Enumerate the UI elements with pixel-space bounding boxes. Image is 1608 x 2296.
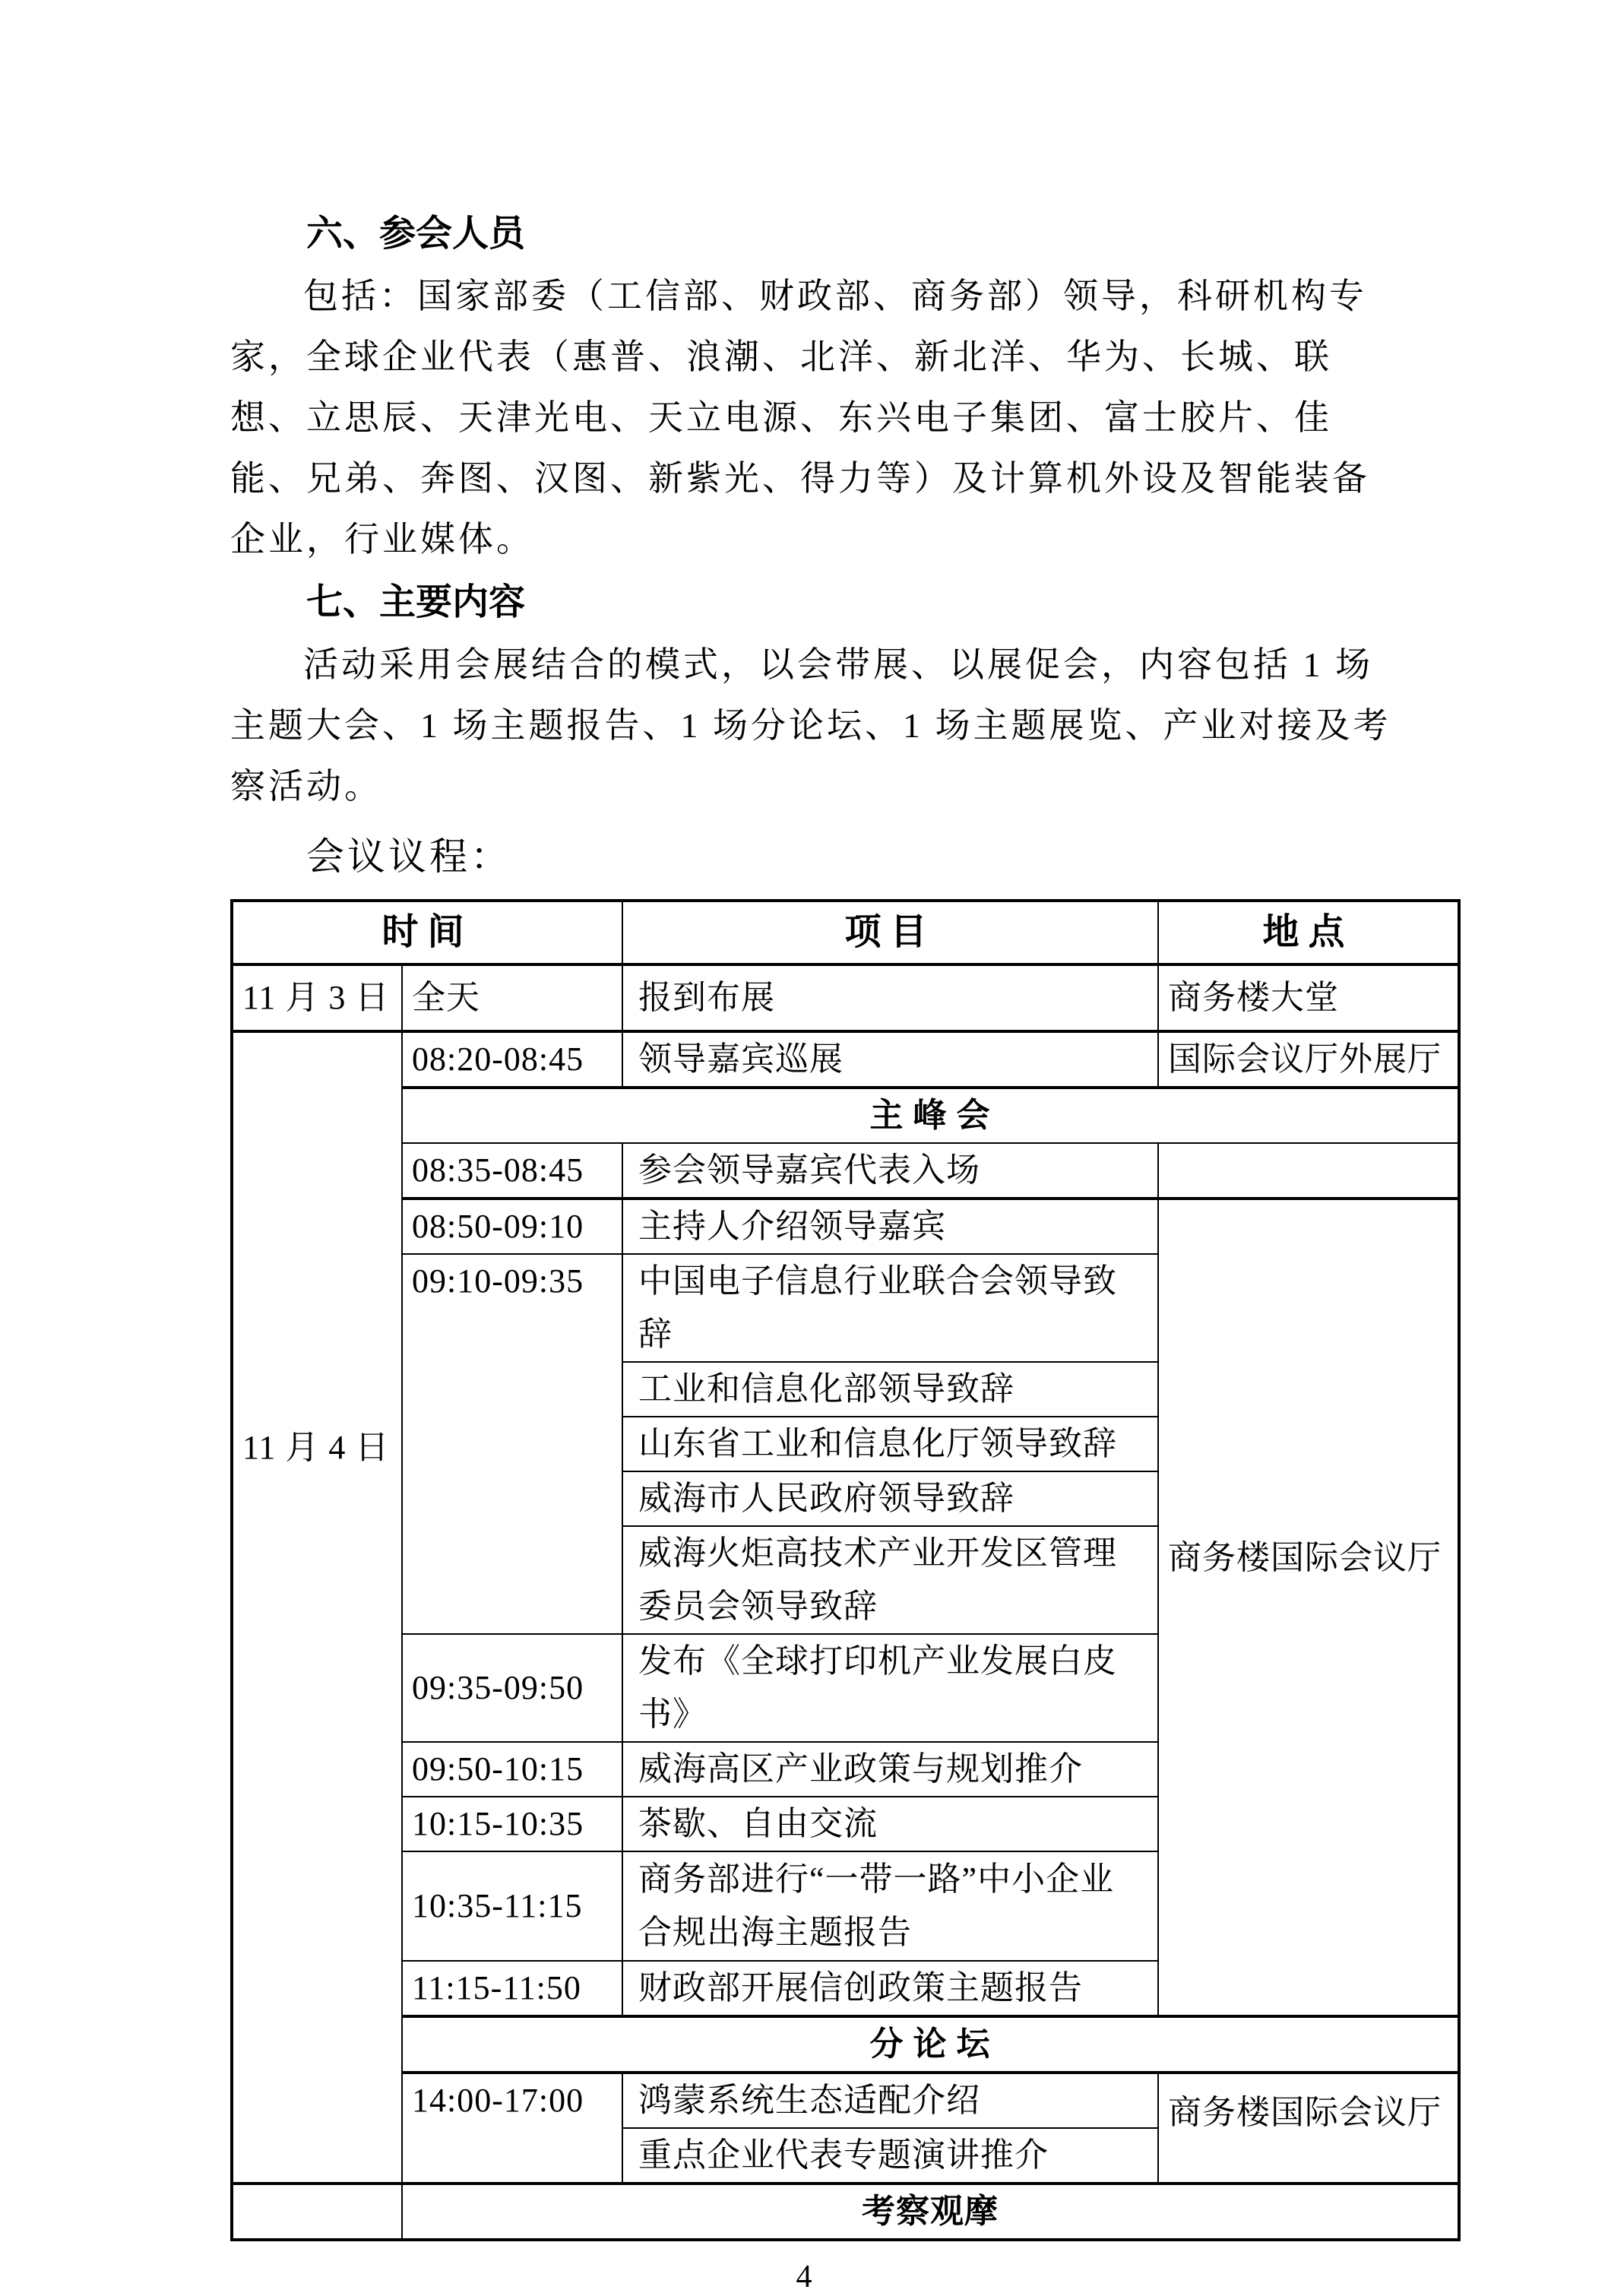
date-cell-nov4 — [232, 1031, 402, 2184]
time-cell: 11:15-11:50 — [402, 1961, 622, 2016]
agenda-table — [230, 899, 1461, 2241]
table-header-row — [232, 901, 1459, 964]
time-cell: 08:20-08:45 — [402, 1031, 622, 1088]
item-cell: 茶歇、自由交流 — [622, 1797, 1158, 1851]
item-cell: 商务部进行“一带一路”中小企业合规出海主题报告 — [622, 1851, 1158, 1961]
text-line: 家，全球企业代表（惠普、浪潮、北洋、新北洋、华为、长城、联 — [230, 337, 1332, 376]
item-cell: 重点企业代表专题演讲推介 — [622, 2128, 1158, 2184]
text-block — [230, 0, 1461, 889]
item-cell: 主持人介绍领导嘉宾 — [622, 1199, 1158, 1254]
section6-heading: 六、参会人员 — [306, 214, 526, 254]
text-line: 企业，行业媒体。 — [230, 520, 534, 559]
page-number: 4 — [796, 2260, 812, 2294]
table-row — [232, 1143, 1459, 1199]
time-cell: 10:15-10:35 — [402, 1797, 622, 1851]
date-cell: 11 月 3 日 — [232, 964, 402, 1031]
item-cell: 威海火炬高技术产业开发区管理委员会领导致辞 — [622, 1526, 1158, 1634]
text-line: 能、兄弟、奔图、汉图、新紫光、得力等）及计算机外设及智能装备 — [230, 459, 1370, 498]
location-cell: 国际会议厅外展厅 — [1158, 1031, 1459, 1088]
text-line: 想、立思辰、天津光电、天立电源、东兴电子集团、富士胶片、佳 — [230, 398, 1332, 437]
location-text: 商务楼国际会议厅 — [1168, 2094, 1442, 2131]
table-row — [232, 964, 1459, 1031]
location-cell: 商务楼大堂 — [1158, 964, 1459, 1031]
location-cell-empty — [1158, 1143, 1459, 1199]
location-text: 商务楼国际会议厅 — [1168, 1539, 1442, 1576]
item-cell: 发布《全球打印机产业发展白皮书》 — [622, 1634, 1158, 1742]
item-cell: 报到布展 — [622, 964, 1158, 1031]
time-cell-merged: 09:10-09:35 — [402, 1254, 622, 1634]
time-cell-merged: 14:00-17:00 — [402, 2073, 622, 2184]
text-line: 活动采用会展结合的模式，以会带展、以展促会，内容包括 1 场 — [303, 645, 1373, 684]
item-cell: 中国电子信息行业联合会领导致辞 — [622, 1254, 1158, 1362]
section-row-forum — [232, 2016, 1459, 2073]
item-cell: 财政部开展信创政策主题报告 — [622, 1961, 1158, 2016]
location-cell-merged — [1158, 1199, 1459, 2016]
section7-paragraph — [230, 635, 1461, 817]
section7-heading: 七、主要内容 — [306, 582, 526, 622]
section-row-summit — [232, 1088, 1459, 1143]
section6-paragraph — [230, 266, 1461, 570]
header-item: 项目 — [622, 901, 1158, 964]
location-cell-merged — [1158, 2073, 1459, 2184]
section-title: 分 论 坛 — [402, 2016, 1459, 2073]
table-row — [232, 2073, 1459, 2128]
item-cell: 威海高区产业政策与规划推介 — [622, 1742, 1158, 1797]
date-text: 11 月 4 日 — [242, 1429, 390, 1466]
time-cell: 10:35-11:15 — [402, 1851, 622, 1961]
item-cell: 参会领导嘉宾代表入场 — [622, 1143, 1158, 1199]
time-cell: 08:35-08:45 — [402, 1143, 622, 1199]
agenda-label: 会议议程： — [306, 835, 511, 878]
section-row-visit — [232, 2184, 1459, 2240]
section-title: 考察观摩 — [402, 2184, 1459, 2240]
header-location: 地点 — [1158, 901, 1459, 964]
item-cell: 工业和信息化部领导致辞 — [622, 1362, 1158, 1417]
time-cell: 全天 — [402, 964, 622, 1031]
text-line: 包括：国家部委（工信部、财政部、商务部）领导，科研机构专 — [303, 277, 1367, 315]
date-cell-empty — [232, 2184, 402, 2240]
table-row — [232, 1031, 1459, 1088]
section-title: 主 峰 会 — [402, 1088, 1459, 1143]
item-cell: 领导嘉宾巡展 — [622, 1031, 1158, 1088]
header-time: 时间 — [232, 901, 622, 964]
item-cell: 威海市人民政府领导致辞 — [622, 1471, 1158, 1526]
time-cell: 08:50-09:10 — [402, 1199, 622, 1254]
text-line: 察活动。 — [230, 767, 382, 806]
text-line: 主题大会、1 场主题报告、1 场分论坛、1 场主题展览、产业对接及考 — [230, 706, 1391, 745]
table-row — [232, 1199, 1459, 1254]
item-cell: 鸿蒙系统生态适配介绍 — [622, 2073, 1158, 2128]
time-cell: 09:35-09:50 — [402, 1634, 622, 1742]
time-cell: 09:50-10:15 — [402, 1742, 622, 1797]
item-cell: 山东省工业和信息化厅领导致辞 — [622, 1417, 1158, 1471]
